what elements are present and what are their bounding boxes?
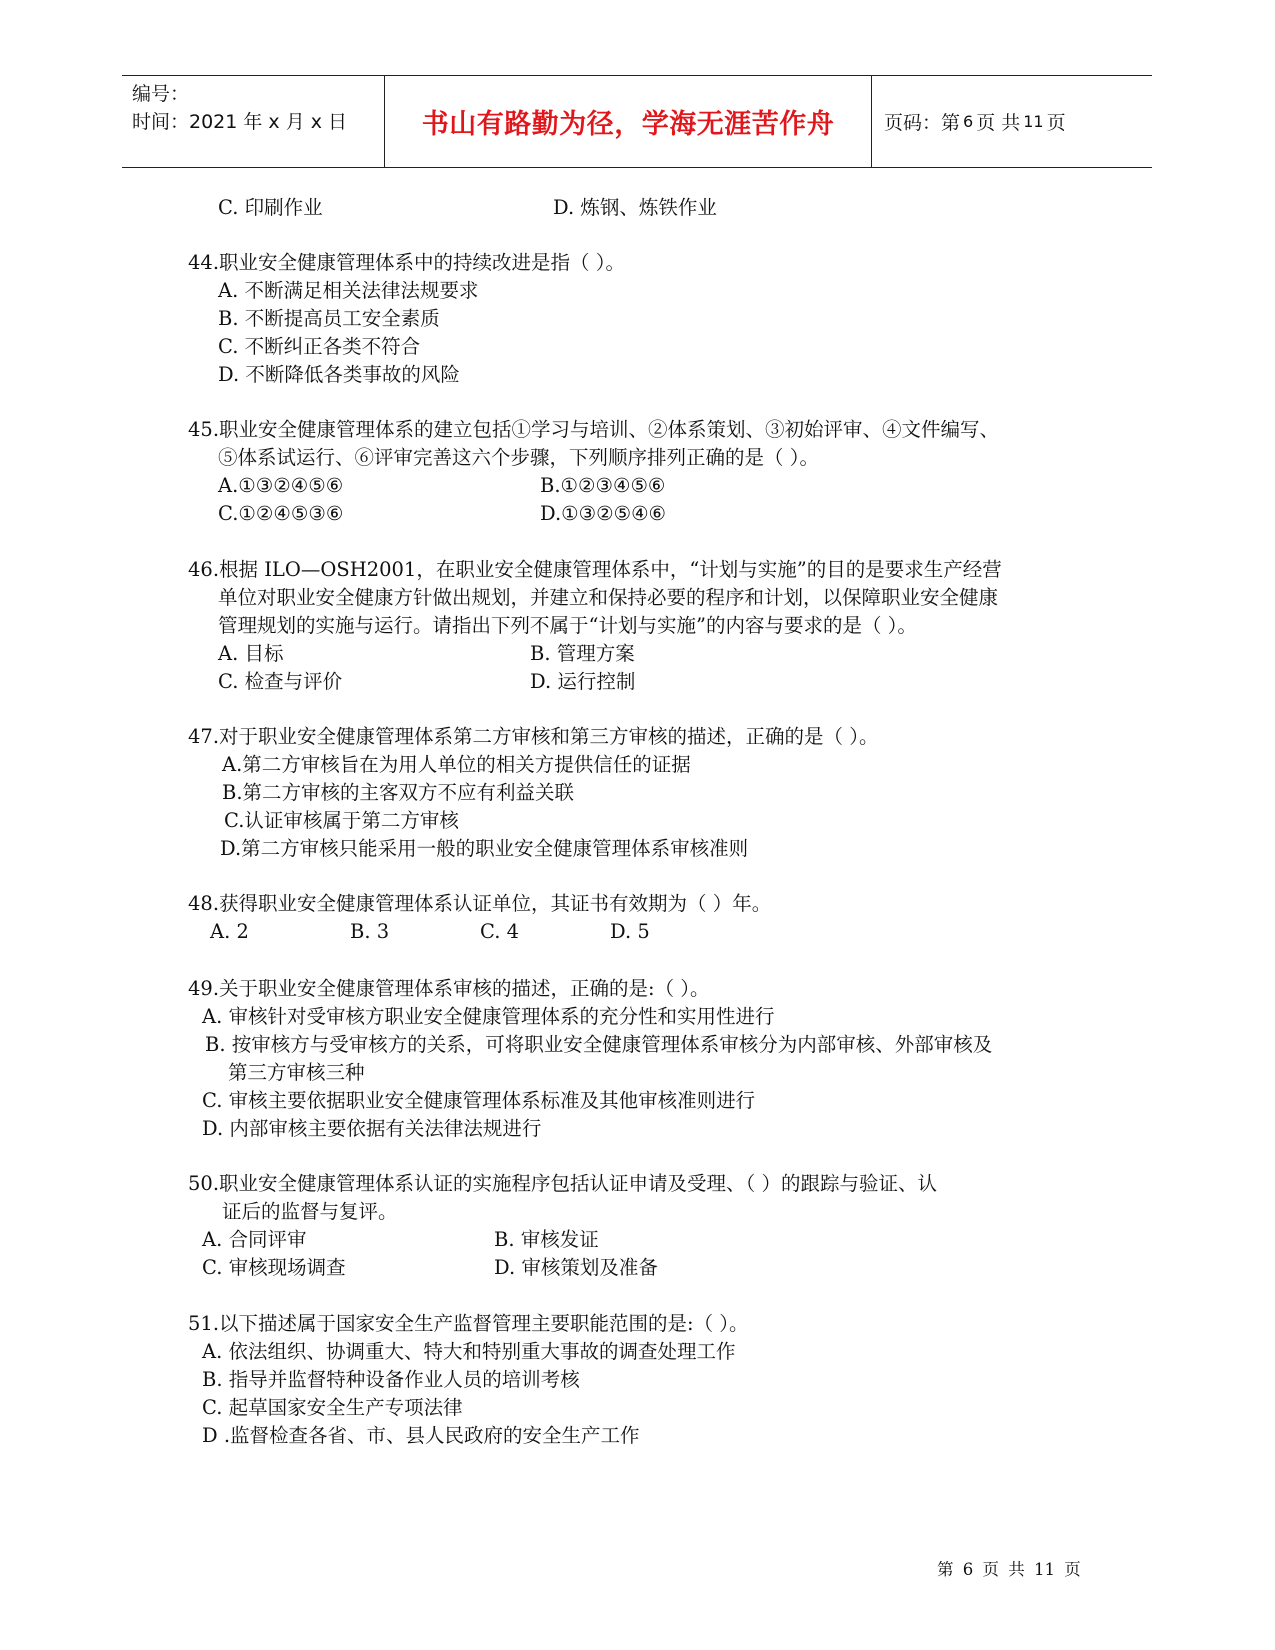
header-motto: 书山有路勤为径，学海无涯苦作舟 <box>385 76 872 167</box>
option-48-a: A. 2 <box>210 920 249 943</box>
option-48-d: D. 5 <box>610 920 650 943</box>
question-48: 48.获得职业安全健康管理体系认证单位，其证书有效期为（ ）年。 <box>188 892 772 915</box>
option-49-b-line-2: 第三方审核三种 <box>228 1061 365 1084</box>
option-45-a: A.①③②④⑤⑥ <box>218 474 344 497</box>
option-50-b: B. 审核发证 <box>494 1228 599 1251</box>
page-mid: 页 共 <box>976 112 1021 134</box>
option-50-d: D. 审核策划及准备 <box>494 1256 658 1279</box>
option-49-c: C. 审核主要依据职业安全健康管理体系标准及其他审核准则进行 <box>202 1089 756 1112</box>
question-45-line-2: ⑤体系试运行、⑥评审完善这六个步骤，下列顺序排列正确的是（ ）。 <box>218 446 819 469</box>
option-51-c: C. 起草国家安全生产专项法律 <box>202 1396 463 1419</box>
document-number-label: 编号： <box>132 83 190 105</box>
option-49-b-line-1: B. 按审核方与受审核方的关系，可将职业安全健康管理体系审核分为内部审核、外部审核及 <box>205 1033 993 1056</box>
option-49-a: A. 审核针对受审核方职业安全健康管理体系的充分性和实用性进行 <box>202 1005 775 1028</box>
page-footer: 第 6 页 共 11 页 <box>937 1560 1081 1579</box>
option-48-b: B. 3 <box>350 920 390 943</box>
option-46-d: D. 运行控制 <box>530 670 636 693</box>
option-46-a: A. 目标 <box>218 642 284 665</box>
option-50-c: C. 审核现场调查 <box>202 1256 346 1279</box>
document-time-label: 时间：2021 年 x 月 x 日 <box>132 111 348 133</box>
question-45-line-1: 45.职业安全健康管理体系的建立包括①学习与培训、②体系策划、③初始评审、④文件编写、 <box>188 418 1000 441</box>
question-47: 47.对于职业安全健康管理体系第二方审核和第三方审核的描述，正确的是（ ）。 <box>188 725 879 748</box>
header-page-info <box>872 76 1152 167</box>
option-44-b: B. 不断提高员工安全素质 <box>218 307 440 330</box>
option-49-d: D. 内部审核主要依据有关法律法规进行 <box>202 1117 542 1140</box>
question-50-line-2: 证后的监督与复评。 <box>222 1200 398 1223</box>
question-51: 51.以下描述属于国家安全生产监督管理主要职能范围的是:（ ）。 <box>188 1312 749 1335</box>
page-suffix: 页 <box>1046 112 1066 134</box>
question-49: 49.关于职业安全健康管理体系审核的描述，正确的是:（ ）。 <box>188 977 710 1000</box>
option-50-a: A. 合同评审 <box>202 1228 307 1251</box>
option-44-a: A. 不断满足相关法律法规要求 <box>218 279 479 302</box>
page-header <box>122 75 1152 168</box>
option-45-d: D.①③②⑤④⑥ <box>540 502 667 525</box>
option-46-b: B. 管理方案 <box>530 642 635 665</box>
option-51-d: D .监督检查各省、市、县人民政府的安全生产工作 <box>202 1424 640 1447</box>
option-43-c: C. 印刷作业 <box>218 196 323 219</box>
option-43-d: D. 炼钢、炼铁作业 <box>553 196 717 219</box>
option-44-d: D. 不断降低各类事故的风险 <box>218 363 460 386</box>
option-51-a: A. 依法组织、协调重大、特大和特别重大事故的调查处理工作 <box>202 1340 736 1363</box>
option-45-c: C.①②④⑤③⑥ <box>218 502 344 525</box>
header-info-cell <box>122 76 385 167</box>
question-44: 44.职业安全健康管理体系中的持续改进是指（ ）。 <box>188 251 625 274</box>
question-46-line-2: 单位对职业安全健康方针做出规划，并建立和保持必要的程序和计划，以保障职业安全健康 <box>218 586 999 609</box>
option-47-c: C.认证审核属于第二方审核 <box>224 809 459 832</box>
option-51-b: B. 指导并监督特种设备作业人员的培训考核 <box>202 1368 580 1391</box>
page-total: 11 <box>1023 112 1044 131</box>
question-50-line-1: 50.职业安全健康管理体系认证的实施程序包括认证申请及受理、（ ）的跟踪与验证、认 <box>188 1172 937 1195</box>
page-current: 6 <box>963 112 974 131</box>
question-46-line-3: 管理规划的实施与运行。请指出下列不属于“计划与实施”的内容与要求的是（ ）。 <box>218 614 917 637</box>
question-46-line-1: 46.根据 ILO—OSH2001，在职业安全健康管理体系中，“计划与实施”的目的是要求生产经营 <box>188 558 1002 581</box>
option-48-c: C. 4 <box>480 920 520 943</box>
option-45-b: B.①②③④⑤⑥ <box>540 474 666 497</box>
option-47-d: D.第二方审核只能采用一般的职业安全健康管理体系审核准则 <box>220 837 749 860</box>
option-46-c: C. 检查与评价 <box>218 670 343 693</box>
page-prefix: 页码：第 <box>884 112 961 134</box>
option-44-c: C. 不断纠正各类不符合 <box>218 335 421 358</box>
option-47-a: A.第二方审核旨在为用人单位的相关方提供信任的证据 <box>222 753 691 776</box>
option-47-b: B.第二方审核的主客双方不应有利益关联 <box>222 781 575 804</box>
